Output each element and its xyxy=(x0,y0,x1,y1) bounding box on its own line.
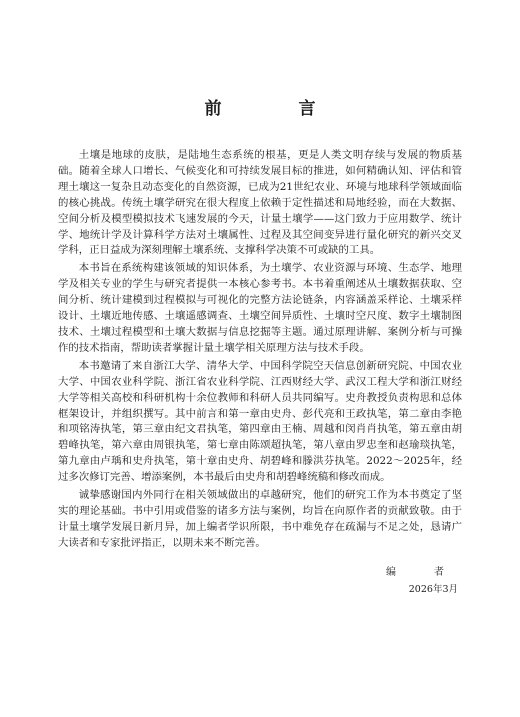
page-title: 前 言 xyxy=(204,99,346,119)
signature-date: 2026年3月 xyxy=(408,584,458,595)
paragraph-1: 土壤是地球的皮肤，是陆地生态系统的根基，更是人类文明存续与发展的物质基础。随着全球人口增长、气候变化和可持续发展目标的推进，如何精确认知、评估和管理土壤这一复杂且动态变化的自然资源，已成为21世纪农业、环境与地球科学领域面临的核心挑战。传统土壤学研究在很大程度上依赖于定性描述和局地经验，而在大数据、空间分析及模型模拟技术飞速发展的今天，计量土壤学——这门致力于应用数学、统计学、地统计学及计算科学方法对土壤属性、过程及其空间变异进行量化研究的新兴交叉学科，正日益成为深刻理解土壤系统、支撑科学决策不可或缺的工具。 xyxy=(58,149,462,257)
paragraph-3: 本书邀请了来自浙江大学、清华大学、中国科学院空天信息创新研究院、中国农业大学、中国农业科学院、浙江省农业科学院、江西财经大学、武汉工程大学和浙江财经大学等相关高校和科研机构十余位教师和科研人员共同编写。史舟教授负责构思和总体框架设计，并组织撰写。其中前言和第一章由史舟、彭代亮和王政执笔，第二章由李艳和项铭涛执笔，第三章由纪文君执笔，第四章由王楠、周越和闵肖肖执笔，第五章由胡碧峰执笔，第六章由周银执笔，第七章由陈颂超执笔，第八章由罗忠奎和赵瑜琰执笔，第九章由卢瑀和史舟执笔，第十章由史舟、胡碧峰和滕洪芬执笔。2022～2025年，经过多次修订完善、增添案例，本书最后由史舟和胡碧峰统稿和修改而成。 xyxy=(58,359,462,484)
paragraph-4: 诚挚感谢国内外同行在相关领域做出的卓越研究，他们的研究工作为本书奠定了坚实的理论基础。书中引用或借鉴的诸多方法与案例，均旨在向原作者的贡献致敬。由于计量土壤学发展日新月异，加上编者学识所限，书中难免存在疏漏与不足之处，恳请广大读者和专家批评指正，以期未来不断完善。 xyxy=(58,489,462,549)
signature-author: 编 者 xyxy=(386,567,458,578)
paragraph-2: 本书旨在系统构建该领域的知识体系，为土壤学、农业资源与环境、生态学、地理学及相关专业的学生与研究者提供一本核心参考书。本书着重阐述从土壤数据获取、空间分析、统计建模到过程模拟与可视化的完整方法论链条，内容涵盖采样论、土壤采样设计、土壤近地传感、土壤遥感调查、土壤空间异质性、土壤时空尺度、数字土壤制图技术、土壤过程模型和土壤大数据与信息挖掘等主题。通过原理讲解、案例分析与可操作的技术指南，帮助读者掌握计量土壤学相关原理方法与技术手段。 xyxy=(58,262,462,354)
